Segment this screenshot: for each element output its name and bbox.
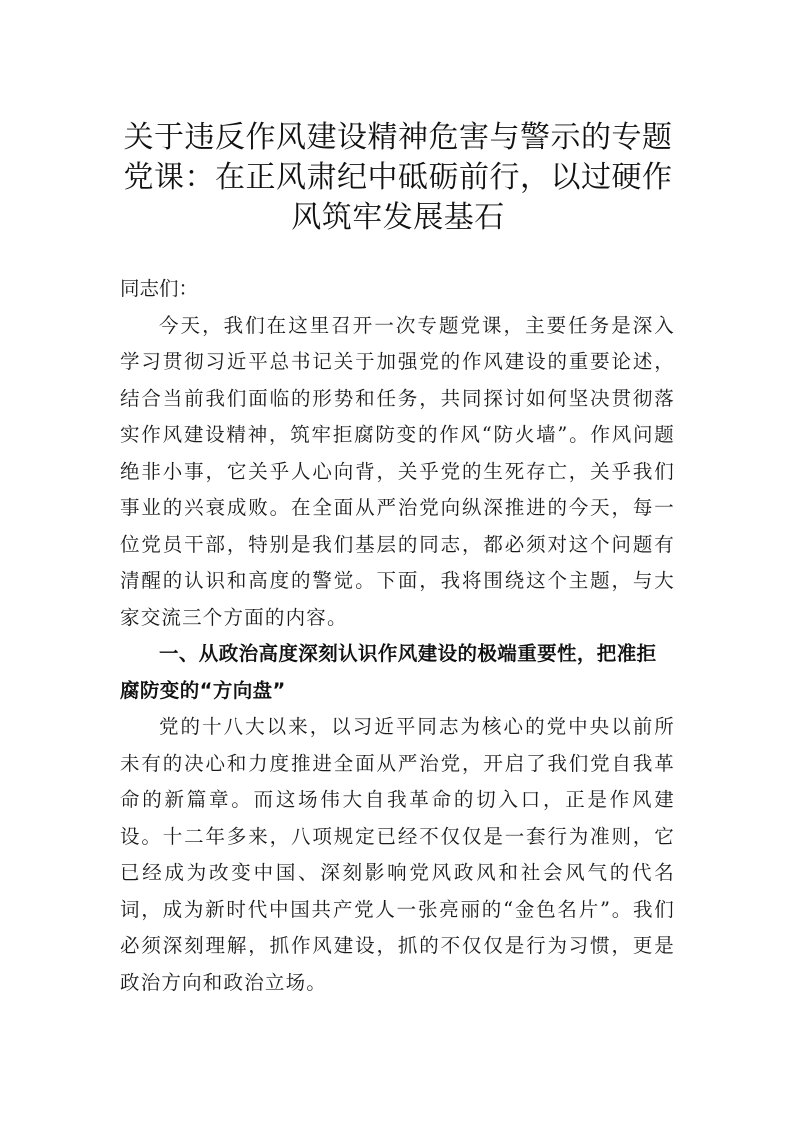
- document-body: [120, 271, 675, 1001]
- intro-paragraph: 今天，我们在这里召开一次专题党课，主要任务是深入学习贯彻习近平总书记关于加强党的作风建设的重要论述，结合当前我们面临的形势和任务，共同探讨如何坚决贯彻落实作风建设精神，筑牢拒腐防变的作风“防火墙”。作风问题绝非小事，它关乎人心向背，关乎党的生死存亡，关乎我们事业的兴衰成败。在全面从严治党向纵深推进的今天，每一位党员干部，特别是我们基层的同志，都必须对这个问题有清醒的认识和高度的警觉。下面，我将围绕这个主题，与大家交流三个方面的内容。: [120, 313, 675, 629]
- section-heading-1: 一、从政治高度深刻认识作风建设的极端重要性，把准拒腐防变的“方向盘”: [120, 642, 657, 702]
- greeting: 同志们：: [120, 277, 199, 300]
- document-title: 关于违反作风建设精神危害与警示的专题党课：在正风肃纪中砥砺前行，以过硬作风筑牢发展基石: [123, 120, 673, 235]
- section-1-paragraph: 党的十八大以来，以习近平同志为核心的党中央以前所未有的决心和力度推进全面从严治党，开启了我们党自我革命的新篇章。而这场伟大自我革命的切入口，正是作风建设。十二年多来，八项规定已经不仅仅是一套行为准则，它已经成为改变中国、深刻影响党风政风和社会风气的代名词，成为新时代中国共产党人一张亮丽的“金色名片”。我们必须深刻理解，抓作风建设，抓的不仅仅是行为习惯，更是政治方向和政治立场。: [120, 715, 675, 994]
